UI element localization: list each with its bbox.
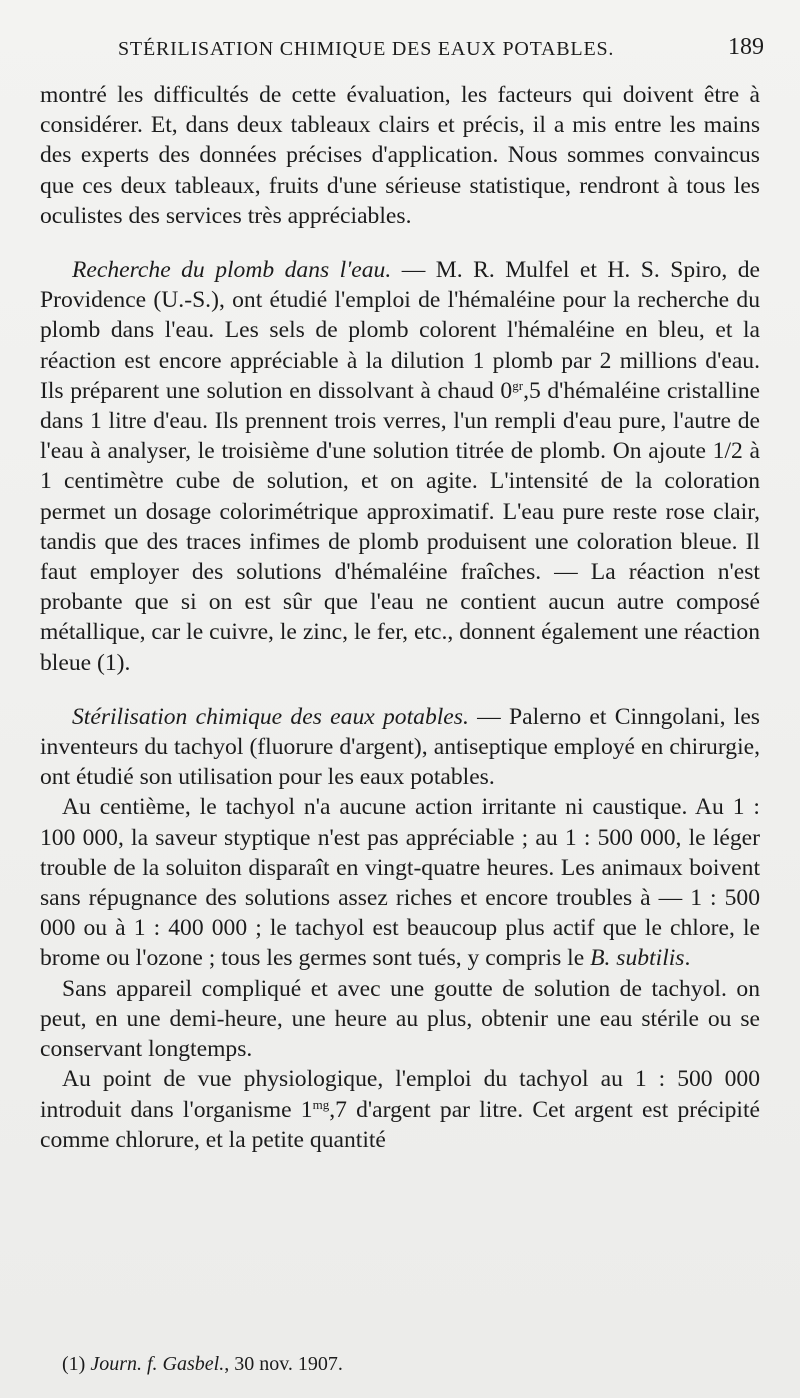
unit-superscript-mg: mg bbox=[312, 1096, 330, 1112]
paragraph-physiologique: Au point de vue physiologique, l'emploi du tachyol au 1 : 500 000 introduit dans l'organisme $1^{mg},7$ d'argent par litre. Cet argent est précipité comme chlorure, et la petite quantité bbox=[40, 1066, 760, 1153]
paragraph-centieme: Au centième, le tachyol n'a aucune action irritante ni caustique. Au 1 : 100 000, la saveur styptique n'est pas appréciable ; au 1 : 500 000, le léger trouble de la soluiton disparaît en vingt-quatre heures. Les animaux boivent sans répugnance des solutions assez riches et encore troubles à — 1 : 500 000 ou à 1 : 400 000 ; le tachyol est beaucoup plus actif que le chlore, le brome ou l'ozone ; tous les germes sont tués, y compris le B. subtilis. bbox=[40, 794, 760, 972]
footnote bbox=[62, 1353, 343, 1376]
footnote-date: , 30 nov. 1907. bbox=[224, 1353, 343, 1375]
paragraph-appareil: Sans appareil compliqué et avec une goutte de solution de tachyol. on peut, en une demi-heure, une heure au plus, obtenir une eau stérile ou se conservant longtemps. bbox=[40, 975, 760, 1063]
section-lead-detection: Recherche du plomb dans l'eau. — M. R. Mulfel et H. S. Spiro, de Providence (U.-S.), ont étudié l'emploi de l'hémaléine pour la recherche du plomb dans l'eau. Les sels de plomb colorent l'hémaléine en bleu, et la réaction est encore appréciable à la dilution 1 plomb par 2 millions d'eau. Ils préparent une solution en dissolvant à chaud $0^{gr},5$ d'hémaléine cristalline dans 1 litre d'eau. Ils prennent trois verres, l'un rempli d'eau pure, l'autre de l'eau à analyser, le troisième d'une solution titrée de plomb. On ajoute 1/2 à 1 centimètre cube de solution, et on agite. L'intensité de la coloration permet un dosage colorimétrique approximatif. L'eau pure reste rose clair, tandis que des traces infimes de plomb produisent une coloration bleue. Il faut employer des solutions d'hémaléine fraîches. — La réaction n'est probante que si on est sûr que l'eau ne contient aucun autre composé métallique, car le cuivre, le zinc, le fer, etc., donnent également une réaction bleue (1). bbox=[40, 257, 761, 676]
running-title: STÉRILISATION CHIMIQUE DES EAUX POTABLES. bbox=[118, 38, 615, 60]
unit-superscript-gr: gr bbox=[512, 377, 524, 393]
species-name: B. subtilis bbox=[590, 945, 685, 972]
footnote-marker: (1) bbox=[62, 1353, 86, 1375]
footnote-journal: Journ. f. Gasbel. bbox=[90, 1353, 225, 1375]
section-heading-lead: Recherche du plomb dans l'eau. bbox=[72, 257, 392, 284]
running-head bbox=[40, 34, 764, 62]
page-number: 189 bbox=[728, 34, 764, 60]
paragraph-continuation: montré les difficultés de cette évaluation, les facteurs qui doivent être à considérer. Et, dans deux tableaux clairs et précis, il a mis entre les mains des experts des données précises d'application. Nous sommes convaincus que ces deux tableaux, fruits d'une sérieuse statistique, rendront à tous les oculistes des services très appréciables. bbox=[40, 82, 760, 229]
section-sterilization: Stérilisation chimique des eaux potables. — Palerno et Cinngolani, les inventeurs du tachyol (fluorure d'argent), antiseptique employé en chirurgie, ont étudié son utilisation pour les eaux potables. bbox=[40, 703, 760, 791]
section-heading-sterilization: Stérilisation chimique des eaux potables. bbox=[72, 703, 469, 730]
body-text bbox=[40, 80, 760, 1155]
